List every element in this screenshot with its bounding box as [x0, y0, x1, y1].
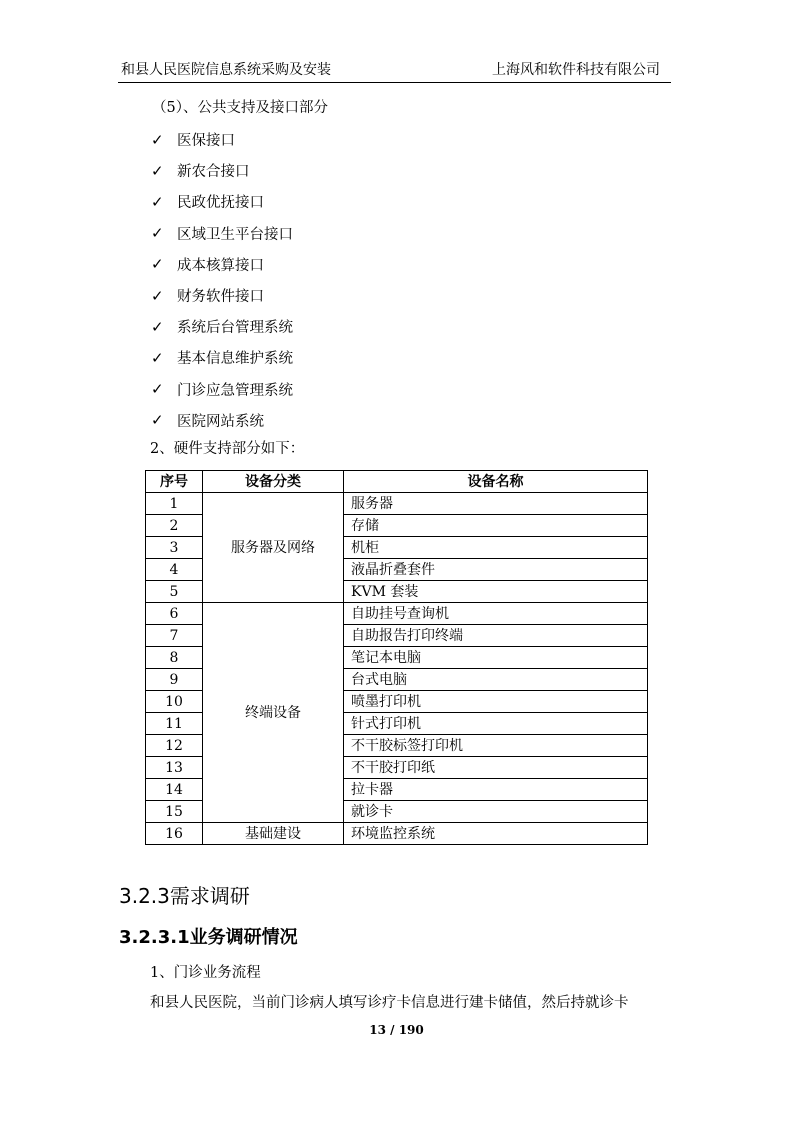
column-header-category: 设备分类 — [203, 471, 344, 493]
list-item-label: 区域卫生平台接口 — [177, 226, 293, 243]
list-item — [151, 249, 293, 280]
page-number: 13 / 190 — [369, 1023, 424, 1037]
device-name: 服务器 — [344, 493, 648, 515]
check-icon: ✓ — [151, 317, 164, 336]
hardware-intro: 2、硬件支持部分如下： — [150, 441, 305, 457]
device-name: 就诊卡 — [344, 801, 648, 823]
row-index: 14 — [146, 779, 203, 801]
row-index: 9 — [146, 669, 203, 691]
check-icon: ✓ — [151, 130, 164, 149]
row-index: 10 — [146, 691, 203, 713]
list-item — [151, 311, 293, 342]
column-header-index: 序号 — [146, 471, 203, 493]
list-item — [151, 374, 293, 405]
device-name: 拉卡器 — [344, 779, 648, 801]
header-divider — [118, 82, 671, 83]
section-heading-3-2-3: 3.2.3需求调研 — [119, 884, 250, 908]
table-row — [146, 493, 648, 515]
list-item-label: 基本信息维护系统 — [177, 351, 293, 368]
list-item-label: 新农合接口 — [177, 164, 250, 181]
device-name: 自助报告打印终端 — [344, 625, 648, 647]
row-index: 15 — [146, 801, 203, 823]
row-index: 2 — [146, 515, 203, 537]
hardware-table — [145, 470, 648, 845]
list-item-label: 医院网站系统 — [177, 413, 264, 430]
check-icon: ✓ — [151, 286, 164, 305]
header-left-title: 和县人民医院信息系统采购及安装 — [121, 62, 331, 78]
device-name: 机柜 — [344, 537, 648, 559]
list-item — [151, 218, 293, 249]
check-icon: ✓ — [151, 255, 164, 274]
list-item — [151, 342, 293, 373]
list-item — [151, 280, 293, 311]
row-index: 11 — [146, 713, 203, 735]
interface-list — [151, 124, 293, 436]
row-index: 13 — [146, 757, 203, 779]
table-header-row — [146, 471, 648, 493]
device-name: 喷墨打印机 — [344, 691, 648, 713]
device-name: 笔记本电脑 — [344, 647, 648, 669]
column-header-name: 设备名称 — [344, 471, 648, 493]
device-name: 不干胶标签打印机 — [344, 735, 648, 757]
table-row — [146, 603, 648, 625]
category-cell: 基础建设 — [203, 823, 344, 845]
device-name: 环境监控系统 — [344, 823, 648, 845]
row-index: 8 — [146, 647, 203, 669]
paragraph-hospital-description: 和县人民医院，当前门诊病人填写诊疗卡信息进行建卡储值，然后持就诊卡 — [150, 995, 629, 1011]
check-icon: ✓ — [151, 348, 164, 367]
category-cell: 服务器及网络 — [203, 493, 344, 603]
list-item — [151, 155, 293, 186]
row-index: 4 — [146, 559, 203, 581]
category-cell: 终端设备 — [203, 603, 344, 823]
check-icon: ✓ — [151, 192, 164, 211]
table-row — [146, 823, 648, 845]
device-name: 台式电脑 — [344, 669, 648, 691]
row-index: 16 — [146, 823, 203, 845]
list-item — [151, 124, 293, 155]
device-name: 存储 — [344, 515, 648, 537]
row-index: 5 — [146, 581, 203, 603]
header-right-company: 上海风和软件科技有限公司 — [492, 62, 660, 78]
device-name: KVM 套装 — [344, 581, 648, 603]
list-item — [151, 405, 293, 436]
list-item-label: 财务软件接口 — [177, 289, 264, 306]
check-icon: ✓ — [151, 224, 164, 243]
row-index: 6 — [146, 603, 203, 625]
row-index: 12 — [146, 735, 203, 757]
list-item-label: 民政优抚接口 — [177, 195, 264, 212]
device-name: 自助挂号查询机 — [344, 603, 648, 625]
device-name: 不干胶打印纸 — [344, 757, 648, 779]
check-icon: ✓ — [151, 411, 164, 430]
paragraph-outpatient-flow: 1、门诊业务流程 — [150, 965, 261, 981]
list-item-label: 成本核算接口 — [177, 257, 264, 274]
device-name: 针式打印机 — [344, 713, 648, 735]
section-title: （5）、公共支持及接口部分 — [152, 100, 328, 116]
row-index: 3 — [146, 537, 203, 559]
row-index: 1 — [146, 493, 203, 515]
list-item — [151, 186, 293, 217]
list-item-label: 门诊应急管理系统 — [177, 382, 293, 399]
list-item-label: 医保接口 — [177, 133, 235, 150]
check-icon: ✓ — [151, 161, 164, 180]
check-icon: ✓ — [151, 380, 164, 399]
list-item-label: 系统后台管理系统 — [177, 320, 293, 337]
row-index: 7 — [146, 625, 203, 647]
page-header — [121, 58, 660, 80]
section-heading-3-2-3-1: 3.2.3.1业务调研情况 — [119, 927, 298, 948]
device-name: 液晶折叠套件 — [344, 559, 648, 581]
